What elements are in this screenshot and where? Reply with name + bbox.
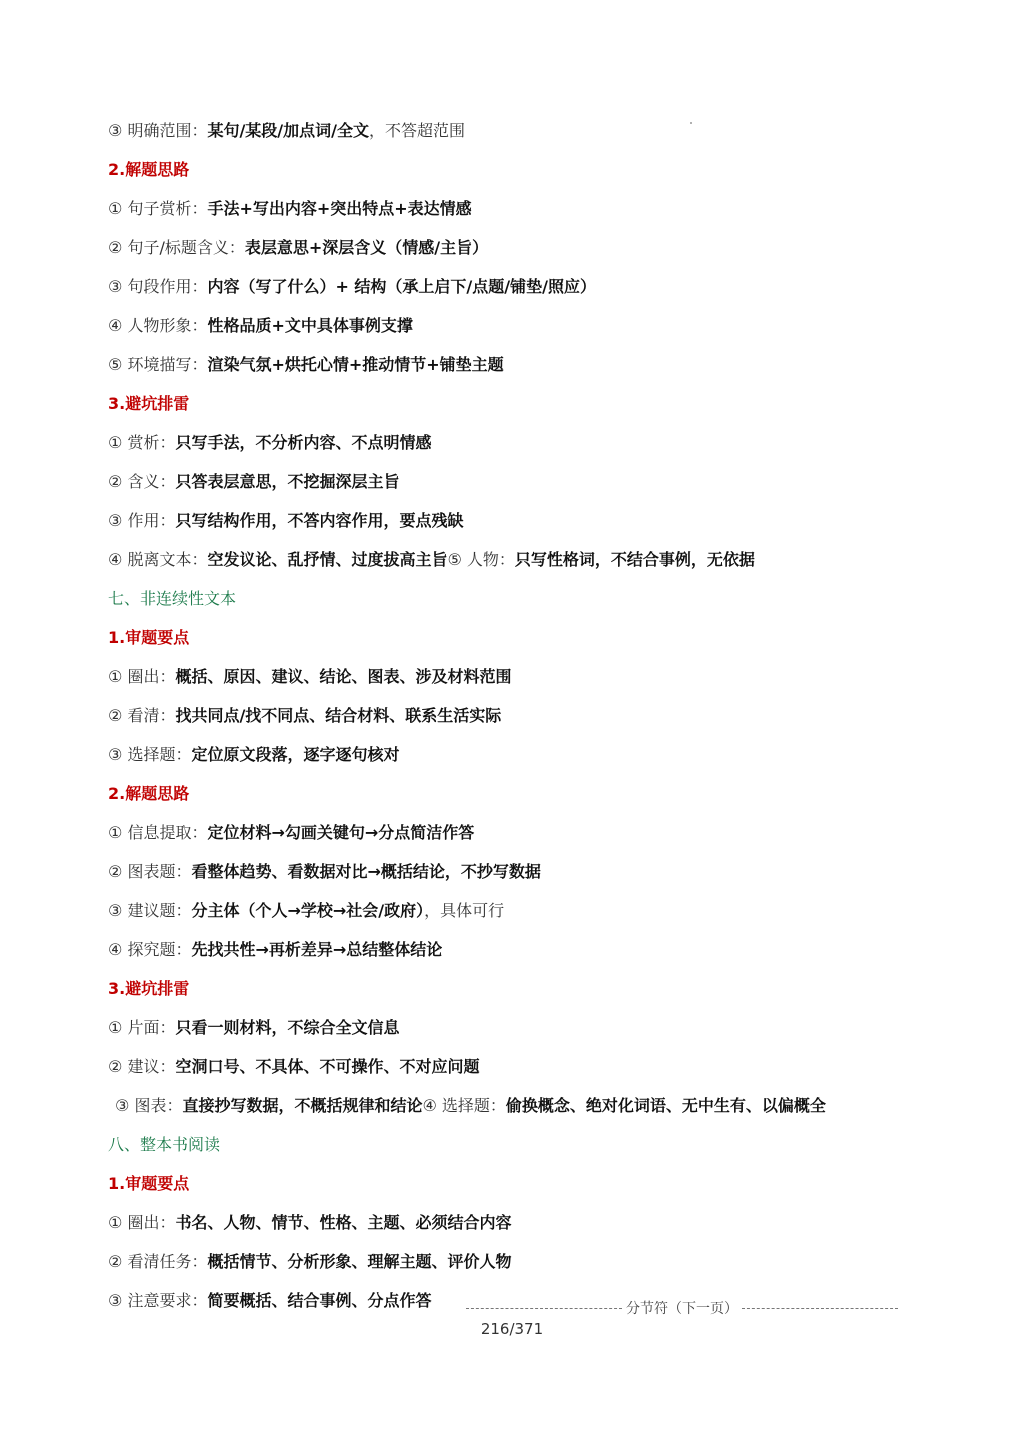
item-value: 某句/某段/加点词/全文 — [207, 121, 369, 140]
subheading-text: 2.解题思路 — [108, 784, 190, 803]
list-item — [108, 1250, 511, 1274]
item-value: 只写手法，不分析内容、不点明情感 — [175, 433, 432, 452]
item-number: ① — [108, 1213, 123, 1232]
item-number: ③ — [115, 1096, 130, 1115]
item-number: ③ — [108, 277, 123, 296]
item-number: ④ — [108, 316, 123, 335]
item-label: 句子/标题含义： — [127, 238, 245, 257]
subheading — [108, 782, 189, 806]
list-item — [108, 704, 501, 728]
item-label: 赏析： — [127, 433, 176, 452]
item-value: 定位材料→勾画关键句→分点简洁作答 — [207, 823, 475, 842]
item-label: 图表题： — [127, 862, 192, 881]
item-number: ③ — [108, 511, 123, 530]
list-item — [108, 1016, 399, 1040]
item-label: 探究题： — [127, 940, 192, 959]
item-label: 看清： — [127, 706, 176, 725]
item-value: 分主体（个人→学校→社会/政府） — [191, 901, 425, 920]
item-label: 看清任务： — [127, 1252, 208, 1271]
item-value: 简要概括、结合事例、分点作答 — [207, 1291, 432, 1310]
list-item — [108, 860, 541, 884]
subheading — [108, 392, 189, 416]
item-value: 直接抄写数据，不概括规律和结论 — [182, 1096, 423, 1115]
item-number: ② — [108, 238, 123, 257]
item-tail: ，不答超范围 — [369, 121, 466, 140]
list-item — [108, 938, 442, 962]
section-title-text: 八、整本书阅读 — [108, 1135, 221, 1154]
item-number: ③ — [108, 901, 123, 920]
item-number: ① — [108, 199, 123, 218]
item-number: ② — [108, 706, 123, 725]
item-label: 建议： — [127, 1057, 176, 1076]
item-value: 定位原文段落，逐字逐句核对 — [191, 745, 400, 764]
subheading — [108, 626, 189, 650]
subheading-text: 3.避坑排雷 — [108, 394, 190, 413]
item-number: ② — [108, 1252, 123, 1271]
item-value: 空洞口号、不具体、不可操作、不对应问题 — [175, 1057, 480, 1076]
item-number: ③ — [108, 1291, 123, 1310]
subheading-text: 2.解题思路 — [108, 160, 190, 179]
list-item — [108, 821, 474, 845]
item-number: ② — [108, 1057, 123, 1076]
subheading-text: 3.避坑排雷 — [108, 979, 190, 998]
item-value: 偷换概念、绝对化词语、无中生有、以偏概全 — [505, 1096, 826, 1115]
list-item — [108, 353, 504, 377]
item-label: 图表： — [134, 1096, 183, 1115]
item-value: 只写性格词，不结合事例，无依据 — [514, 550, 755, 569]
item-number: ④ — [108, 940, 123, 959]
section-break-label: 分节符（下一页） — [626, 1301, 738, 1317]
subheading — [108, 158, 189, 182]
item-tail: ，具体可行 — [424, 901, 505, 920]
list-item — [108, 236, 488, 260]
item-number: ④ — [108, 550, 123, 569]
item-value: 概括、原因、建议、结论、图表、涉及材料范围 — [175, 667, 512, 686]
list-item — [108, 119, 465, 143]
item-label: 明确范围： — [127, 121, 208, 140]
item-label: 注意要求： — [127, 1291, 208, 1310]
list-item — [115, 1094, 826, 1118]
item-value: 概括情节、分析形象、理解主题、评价人物 — [207, 1252, 512, 1271]
item-value: 渲染气氛+烘托心情+推动情节+铺垫主题 — [207, 355, 504, 374]
item-value: 空发议论、乱抒情、过度拔高主旨 — [207, 550, 448, 569]
item-label: 片面： — [127, 1018, 176, 1037]
item-label: 信息提取： — [127, 823, 208, 842]
item-label: 人物形象： — [127, 316, 208, 335]
item-value: 性格品质+文中具体事例支撑 — [207, 316, 413, 335]
item-label: 脱离文本： — [127, 550, 208, 569]
page-number: 216/371 — [480, 1320, 544, 1338]
list-item — [108, 314, 413, 338]
item-number: ⑤ — [108, 355, 123, 374]
section-break-dash-left — [466, 1308, 622, 1309]
item-number: ① — [108, 433, 123, 452]
section-title — [108, 587, 236, 611]
list-item — [108, 743, 399, 767]
item-label: 选择题： — [127, 745, 192, 764]
item-value: 只看一则材料，不综合全文信息 — [175, 1018, 400, 1037]
item-label: 圈出： — [127, 667, 176, 686]
item-value: 书名、人物、情节、性格、主题、必须结合内容 — [175, 1213, 512, 1232]
list-item — [108, 431, 431, 455]
list-item — [108, 1055, 479, 1079]
list-item — [108, 899, 504, 923]
list-item — [108, 197, 472, 221]
item-value: 找共同点/找不同点、结合材料、联系生活实际 — [175, 706, 502, 725]
list-item — [108, 665, 511, 689]
list-item — [108, 509, 463, 533]
section-title-text: 七、非连续性文本 — [108, 589, 237, 608]
item-label: 建议题： — [127, 901, 192, 920]
list-item — [108, 470, 399, 494]
section-break — [466, 1296, 898, 1320]
item-number: ④ — [422, 1096, 437, 1115]
subheading-text: 1.审题要点 — [108, 1174, 190, 1193]
item-label: 人物： — [466, 550, 515, 569]
list-item — [108, 275, 596, 299]
item-number: ① — [108, 1018, 123, 1037]
item-label: 句子赏析： — [127, 199, 208, 218]
item-number: ① — [108, 823, 123, 842]
list-item — [108, 548, 755, 572]
subheading-text: 1.审题要点 — [108, 628, 190, 647]
item-label: 选择题： — [441, 1096, 506, 1115]
subheading — [108, 977, 189, 1001]
item-value: 先找共性→再析差异→总结整体结论 — [191, 940, 443, 959]
section-title — [108, 1133, 220, 1157]
scan-speck — [690, 122, 692, 124]
section-break-dash-right — [742, 1308, 898, 1309]
item-number: ③ — [108, 121, 123, 140]
item-number: ② — [108, 472, 123, 491]
item-value: 手法+写出内容+突出特点+表达情感 — [207, 199, 472, 218]
item-number: ⑤ — [447, 550, 462, 569]
item-label: 含义： — [127, 472, 176, 491]
item-value: 内容（写了什么）+ 结构（承上启下/点题/铺垫/照应） — [207, 277, 596, 296]
item-label: 圈出： — [127, 1213, 176, 1232]
item-value: 表层意思+深层含义（情感/主旨） — [244, 238, 489, 257]
list-item — [108, 1211, 511, 1235]
item-value: 只写结构作用，不答内容作用，要点残缺 — [175, 511, 464, 530]
item-value: 只答表层意思，不挖掘深层主旨 — [175, 472, 400, 491]
item-label: 作用： — [127, 511, 176, 530]
subheading — [108, 1172, 189, 1196]
item-value: 看整体趋势、看数据对比→概括结论，不抄写数据 — [191, 862, 541, 881]
item-number: ② — [108, 862, 123, 881]
item-number: ③ — [108, 745, 123, 764]
item-label: 环境描写： — [127, 355, 208, 374]
item-number: ① — [108, 667, 123, 686]
item-label: 句段作用： — [127, 277, 208, 296]
list-item — [108, 1289, 431, 1313]
